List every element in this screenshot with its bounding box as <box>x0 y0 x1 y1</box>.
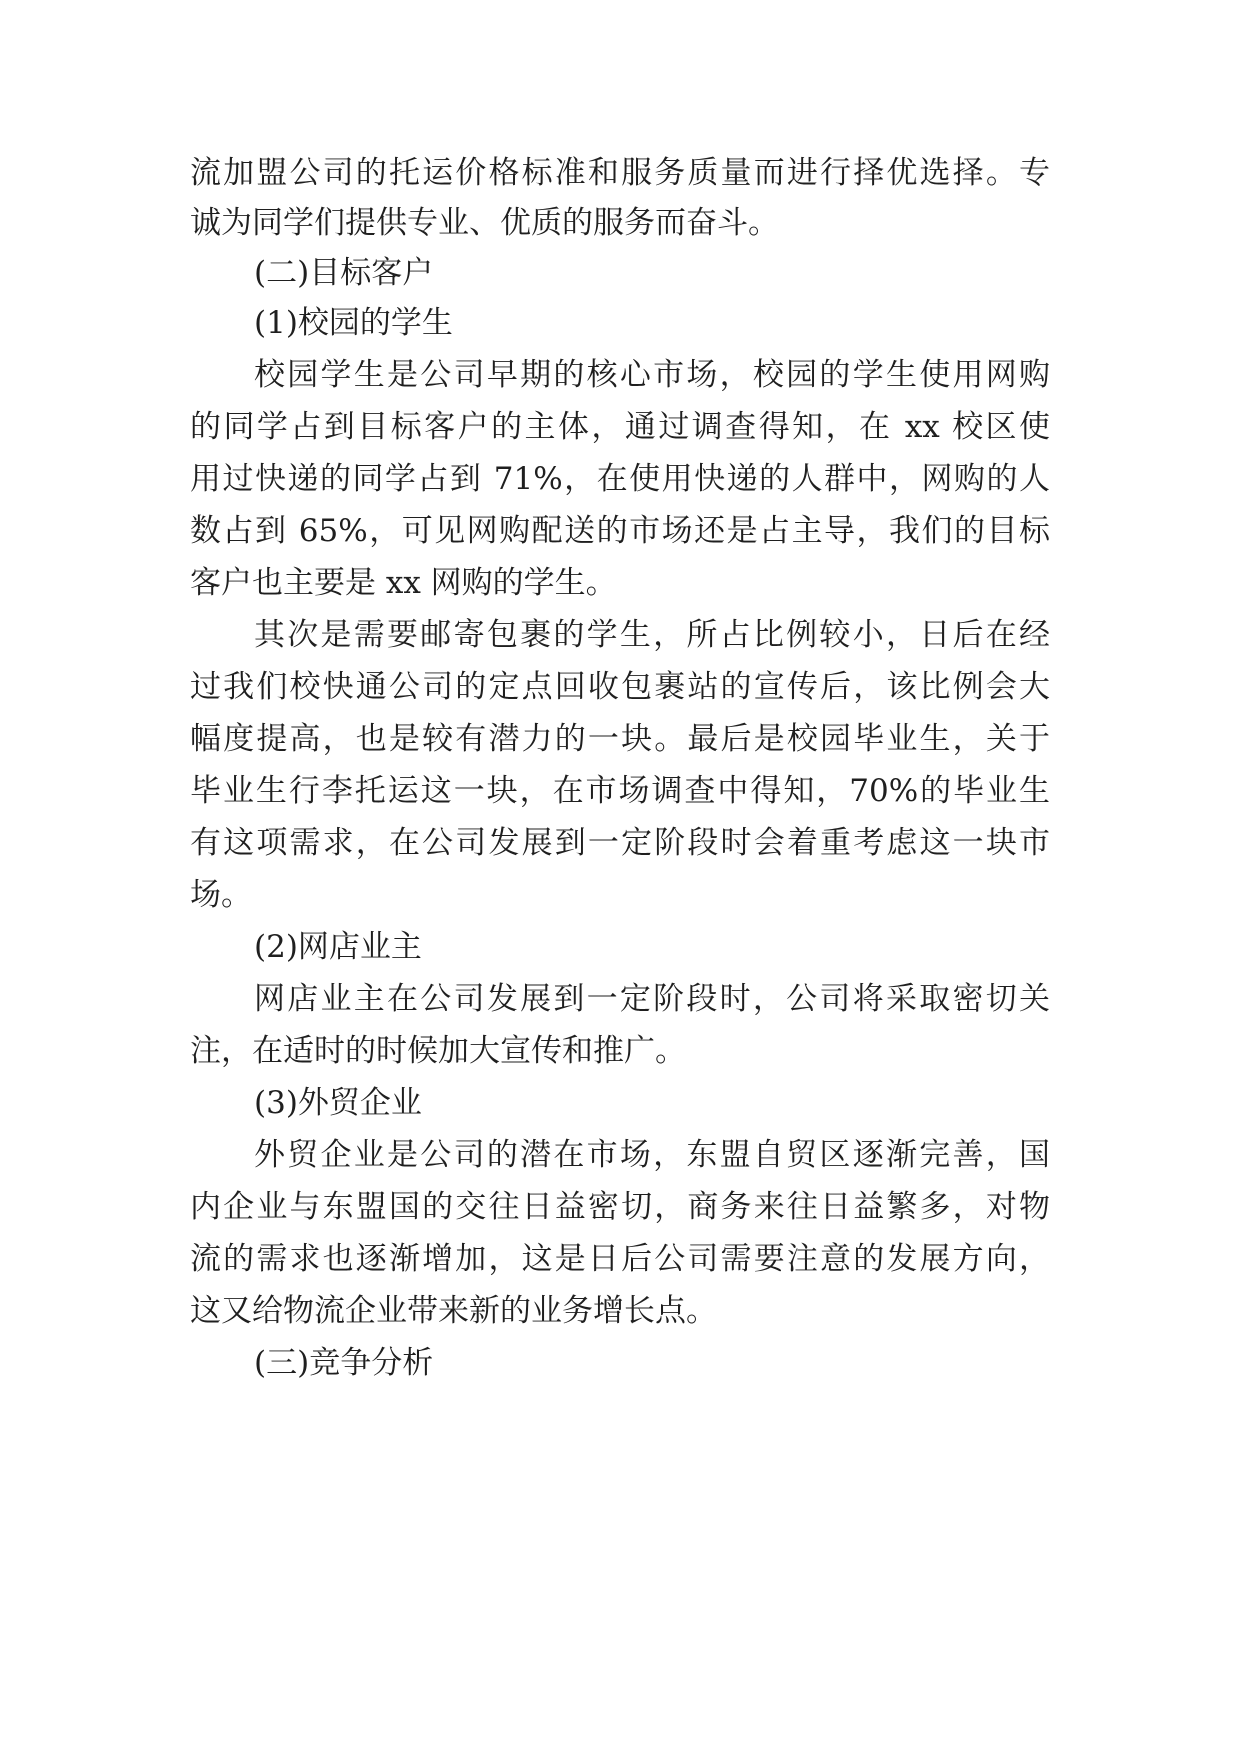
paragraph-line: 其次是需要邮寄包裹的学生，所占比例较小，日后在经 <box>254 617 1050 653</box>
paragraph-line: 外贸企业是公司的潜在市场，东盟自贸区逐渐完善，国 <box>254 1137 1050 1173</box>
paragraph-line: 注，在适时的时候加大宣传和推广。 <box>190 1033 686 1069</box>
paragraph-line: 毕业生行李托运这一块，在市场调查中得知，70%的毕业生 <box>190 773 1050 809</box>
subsection-heading: (3)外贸企业 <box>254 1085 422 1121</box>
paragraph-line: 数占到 65%，可见网购配送的市场还是占主导，我们的目标 <box>190 513 1050 549</box>
paragraph-line: 过我们校快通公司的定点回收包裹站的宣传后，该比例会大 <box>190 669 1050 705</box>
paragraph-line: 流加盟公司的托运价格标准和服务质量而进行择优选择。专 <box>190 155 1050 191</box>
paragraph-line: 客户也主要是 xx 网购的学生。 <box>190 565 617 601</box>
paragraph-line: 用过快递的同学占到 71%，在使用快递的人群中，网购的人 <box>190 461 1050 497</box>
paragraph-line: 内企业与东盟国的交往日益密切，商务来往日益繁多，对物 <box>190 1189 1050 1225</box>
subsection-heading: (1)校园的学生 <box>254 305 453 341</box>
document-page <box>190 0 1050 1754</box>
paragraph-line: 幅度提高，也是较有潜力的一块。最后是校园毕业生，关于 <box>190 721 1050 757</box>
paragraph-line: 诚为同学们提供专业、优质的服务而奋斗。 <box>190 205 779 241</box>
paragraph-line: 网店业主在公司发展到一定阶段时，公司将采取密切关 <box>254 981 1050 1017</box>
paragraph-line: 有这项需求，在公司发展到一定阶段时会着重考虑这一块市 <box>190 825 1050 861</box>
section-heading: (二)目标客户 <box>254 255 434 291</box>
paragraph-line: 流的需求也逐渐增加，这是日后公司需要注意的发展方向， <box>190 1241 1050 1277</box>
paragraph-line: 这又给物流企业带来新的业务增长点。 <box>190 1293 717 1329</box>
section-heading: (三)竞争分析 <box>254 1345 434 1381</box>
paragraph-line: 的同学占到目标客户的主体，通过调查得知，在 xx 校区使 <box>190 409 1050 445</box>
subsection-heading: (2)网店业主 <box>254 929 422 965</box>
paragraph-line: 场。 <box>190 877 252 913</box>
paragraph-line: 校园学生是公司早期的核心市场，校园的学生使用网购 <box>254 357 1050 393</box>
